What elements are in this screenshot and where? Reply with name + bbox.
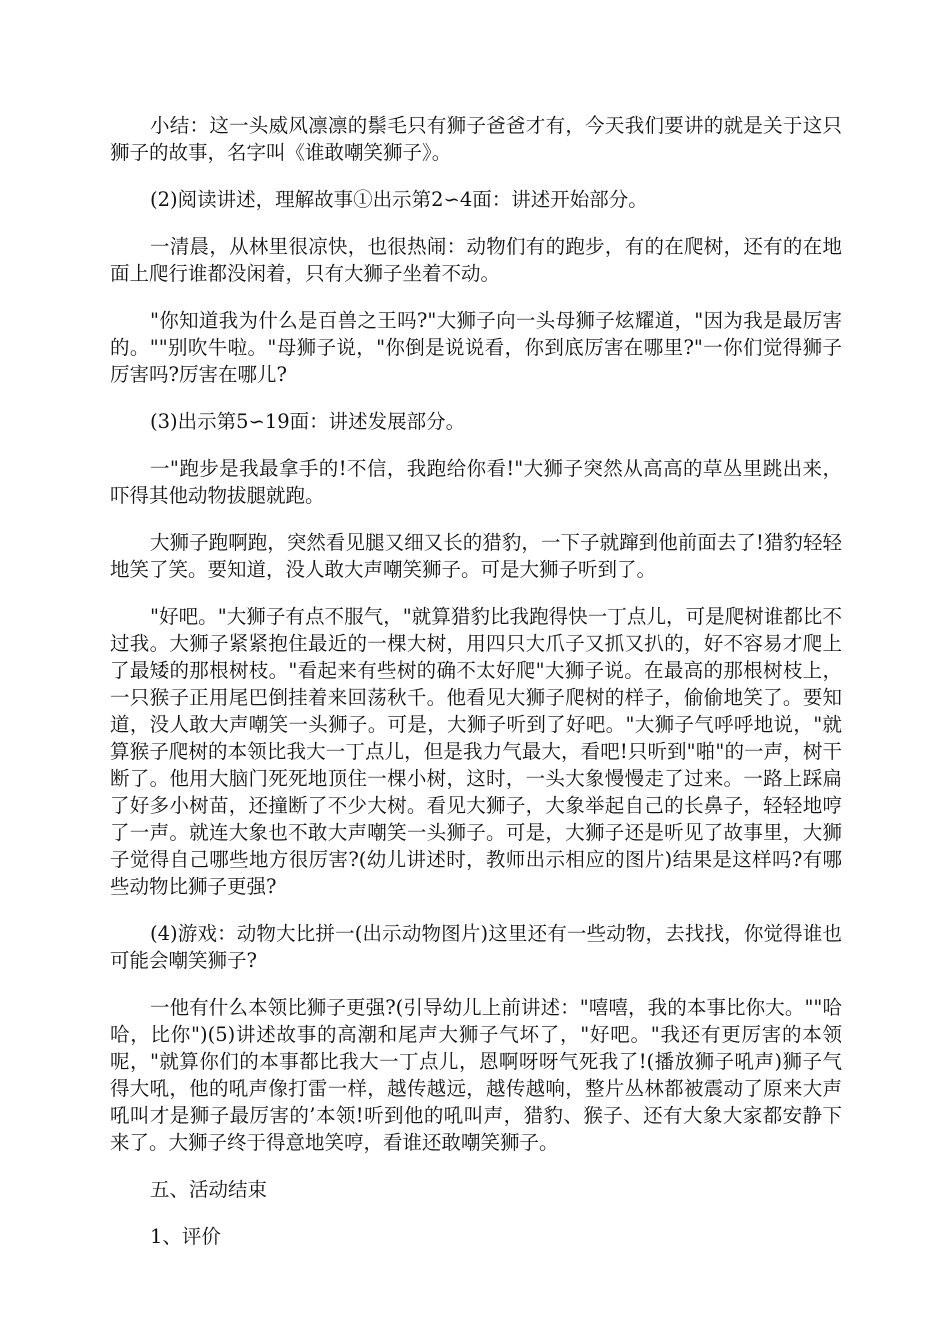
paragraph-step-2: (2)阅读讲述，理解故事①出示第2∽4面：讲述开始部分。: [150, 188, 648, 211]
paragraph-step-3: (3)出示第5∽19面：讲述发展部分。: [150, 410, 466, 433]
paragraph-summary: 小结：这一头威风凛凛的鬃毛只有狮子爸爸才有，今天我们要讲的就是关于这只狮子的故事，名字叫《谁敢嘲笑狮子》。: [110, 114, 842, 164]
document-page: [110, 112, 842, 1270]
paragraph-step-4-game: (4)游戏：动物大比拼一(出示动物图片)这里还有一些动物，去找找，你觉得谁也可能会嘲笑狮子?: [110, 922, 842, 972]
paragraph-climbing: "好吧。"大狮子有点不服气，"就算猎豹比我跑得快一丁点儿，可是爬树谁都比不过我。大狮子紧紧抱住最近的一棵大树，用四只大爪子又抓又扒的，好不容易才爬上了最矮的那根树枝。"看起来有些树的确不太好爬"大狮子说。在最高的那根树枝上，一只猴子正用尾巴倒挂着来回荡秋千。他看见大狮子爬树的样子，偷偷地笑了。要知道，没人敢大声嘲笑一头狮子。可是，大狮子听到了好吧。"大狮子气呼呼地说，"就算猴子爬树的本领比我大一丁点儿，但是我力气最大，看吧!只听到"啪"的一声，树干断了。他用大脑门死死地顶住一棵小树，这时，一头大象慢慢走了过来。一路上踩扁了好多小树苗，还撞断了不少大树。看见大狮子，大象举起自己的长鼻子，轻轻地哼了一声。就连大象也不敢大声嘲笑一头狮子。可是，大狮子还是听见了故事里，大狮子觉得自己哪些地方很厉害?(幼儿讲述时，教师出示相应的图片)结果是这样吗?有哪些动物比狮子更强?: [110, 605, 843, 898]
paragraph-dialogue: "你知道我为什么是百兽之王吗?"大狮子向一头母狮子炫耀道，"因为我是最厉害的。""别吹牛啦。"母狮子说，"你倒是说说看，你到底厉害在哪里?"一你们觉得狮子厉害吗?厉害在哪儿?: [110, 309, 842, 386]
paragraph-climax: 一他有什么本领比狮子更强?(引导幼儿上前讲述："嘻嘻，我的本事比你大。""哈哈，比你")(5)讲述故事的高潮和尾声大狮子气坏了，"好吧。"我还有更厉害的本领呢，"就算你们的本事都比我大一丁点儿，恩啊呀呀气死我了!(播放狮子吼声)狮子气得大吼，他的吼声像打雷一样，越传越远，越传越响，整片丛林都被震动了原来大声吼叫才是狮子最厉害的’本领!听到他的吼叫声，猎豹、猴子、还有大象大家都安静下来了。大狮子终于得意地笑哼，看谁还敢嘲笑狮子。: [110, 996, 842, 1154]
paragraph-cheetah: 大狮子跑啊跑，突然看见腿又细又长的猎豹，一下子就蹿到他前面去了!猎豹轻轻地笑了笑。要知道，没人敢大声嘲笑狮子。可是大狮子听到了。: [110, 531, 842, 581]
paragraph-morning: 一清晨，从林里很凉快，也很热闹：动物们有的跑步，有的在爬树，还有的在地面上爬行谁都没闲着，只有大狮子坐着不动。: [110, 235, 842, 285]
subheading-evaluation: 1、评价: [150, 1225, 221, 1248]
paragraph-running: 一"跑步是我最拿手的!不信，我跑给你看!"大狮子突然从高高的草丛里跳出来，吓得其他动物拔腿就跑。: [110, 457, 842, 507]
section-heading-end: 五、活动结束: [150, 1178, 268, 1201]
